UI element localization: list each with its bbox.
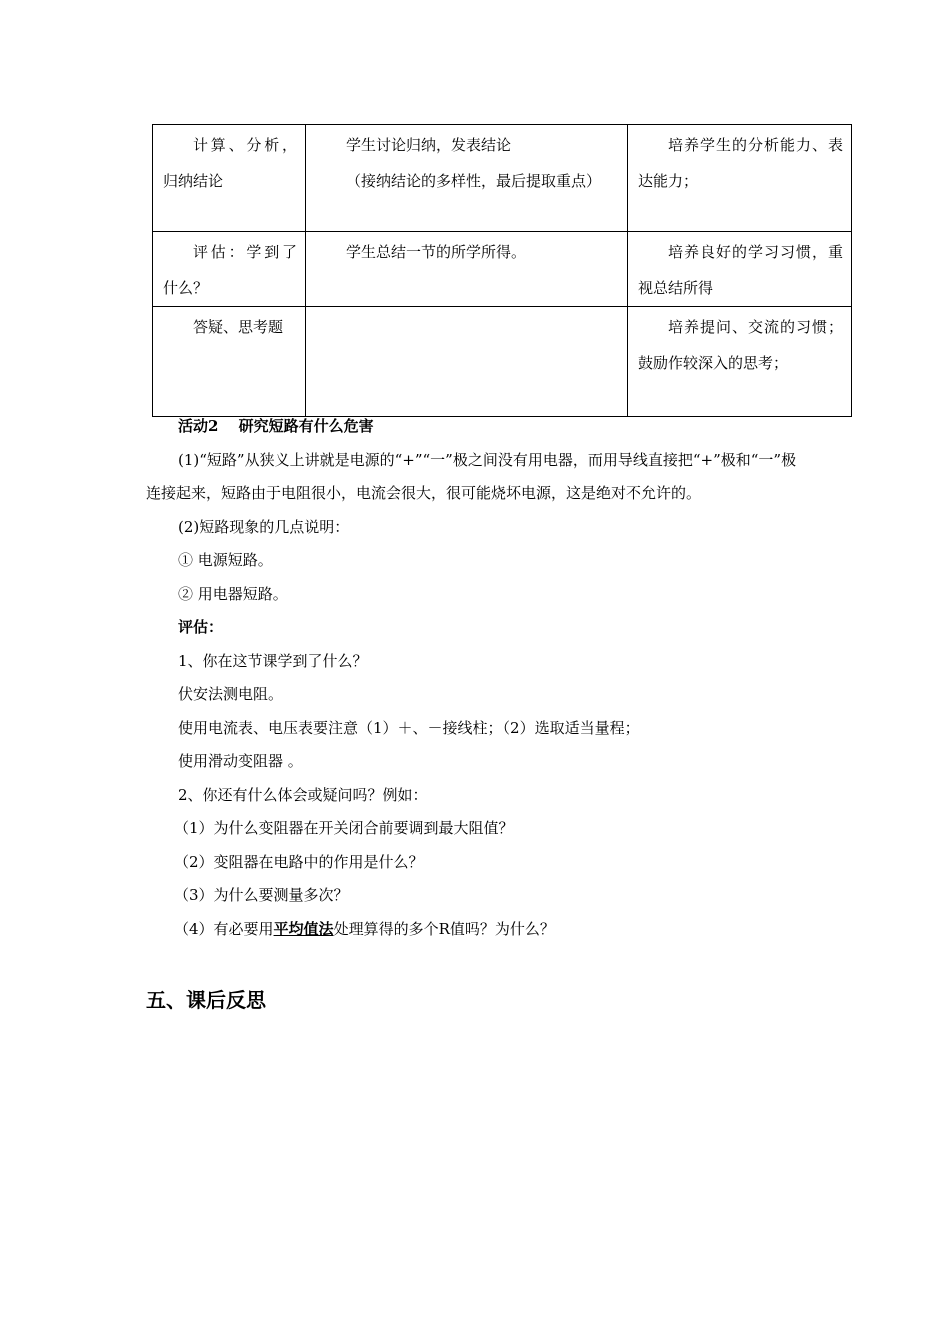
evaluation-answer: 使用电流表、电压表要注意（1）＋、－接线柱；（2）选取适当量程；	[178, 718, 640, 737]
activity2-title: 活动2 研究短路有什么危害	[178, 417, 374, 435]
list-item: （3）为什么要测量多次？	[174, 886, 349, 904]
evaluation-answer: 伏安法测电阻。	[178, 685, 284, 703]
activity-cell	[306, 307, 628, 417]
purpose-cell: 培养学生的分析能力、表达能力；	[628, 125, 852, 232]
stage-cell: 评估：学到了什么？	[153, 232, 306, 307]
activity-cell: 学生讨论归纳，发表结论 （接纳结论的多样性，最后提取重点）	[306, 125, 628, 232]
table-row	[153, 307, 852, 417]
evaluation-answer: 使用滑动变阻器 。	[178, 752, 303, 770]
activity2-paragraph-2: (2)短路现象的几点说明：	[178, 517, 350, 536]
lesson-table	[152, 124, 852, 417]
list-item: ② 用电器短路。	[178, 584, 288, 603]
stage-cell: 计算、分析，归纳结论	[153, 125, 306, 232]
body-text	[146, 410, 811, 946]
section-heading: 五、课后反思	[146, 988, 266, 1012]
list-item	[146, 913, 811, 947]
purpose-cell: 培养提问、交流的习惯；鼓励作较深入的思考；	[628, 307, 852, 417]
evaluation-question-2: 2、你还有什么体会或疑问吗？例如：	[178, 785, 428, 804]
stage-cell: 答疑、思考题	[153, 307, 306, 417]
table-row	[153, 125, 852, 232]
evaluation-title: 评估：	[178, 618, 224, 636]
table-row	[153, 232, 852, 307]
activity-cell: 学生总结一节的所学所得。	[306, 232, 628, 307]
list-item: （2）变阻器在电路中的作用是什么？	[174, 852, 424, 871]
average-method-term: 平均值法	[273, 919, 334, 938]
list-item: （1）为什么变阻器在开关闭合前要调到最大阻值？	[174, 819, 514, 837]
question-4-suffix: 处理算得的多个R值吗？为什么？	[333, 919, 555, 938]
purpose-cell: 培养良好的学习习惯，重视总结所得	[628, 232, 852, 307]
activity2-paragraph-1: (1)“短路”从狭义上讲就是电源的“+”“一”极之间没有用电器，而用导线直接把“+”极和“一”极连接起来，短路由于电阻很小，电流会很大，很可能烧坏电源，这是绝对不允许的。	[146, 450, 797, 502]
evaluation-question-1: 1、你在这节课学到了什么？	[178, 651, 368, 670]
question-4-prefix: （4）有必要用	[174, 919, 274, 938]
list-item: ① 电源短路。	[178, 551, 273, 569]
